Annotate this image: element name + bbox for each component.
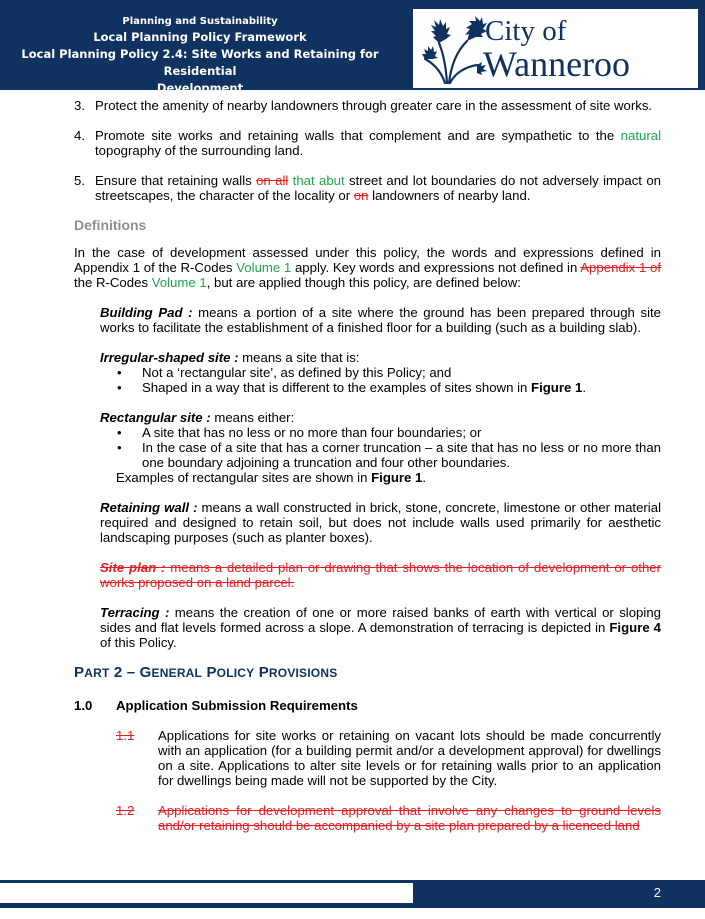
kangaroo-paw-logo-icon xyxy=(419,13,489,85)
section-heading xyxy=(74,698,661,713)
part-2-heading: PART 2 – GENERAL POLICY PROVISIONS xyxy=(74,664,338,681)
logo-text-wanneroo: Wanneroo xyxy=(483,44,631,84)
page-number: 2 xyxy=(653,885,661,900)
definition-terracing: Terracing : means the creation of one or more raised banks of earth with vertical or sloping sides and flat levels formed across a slope. A demonstration of terracing is depicted in Figure 4 of this Policy. xyxy=(100,605,662,650)
objective-item xyxy=(74,128,661,158)
objective-item xyxy=(74,173,661,203)
definition-term: Rectangular site : xyxy=(100,410,211,425)
inserted-text: that abut xyxy=(288,173,345,188)
list-item: • A site that has no less or no more than four boundaries; or xyxy=(100,425,661,440)
objective-item xyxy=(74,98,661,113)
deleted-text: Appendix 1 of xyxy=(580,260,662,275)
definition-term: Site plan : xyxy=(100,560,166,575)
rectangular-examples-note: Examples of rectangular sites are shown in Figure 1. xyxy=(116,470,427,485)
clause-text: Applications for development approval that involve any changes to ground levels and/or retaining should be accompanied by a site plan prepared by a licenced land xyxy=(158,803,661,833)
clause-number: 1.2 xyxy=(116,803,135,818)
definition-rectangular-site: Rectangular site : means either: • A site that has no less or no more than four boundaries; or • In the case of a site that has a corner truncation – a site that has no less or no more than one boundary adjoining a truncation and four other boundaries. Examples of rectangular sites are shown in Figure 1. xyxy=(100,410,661,485)
objective-number: 5. xyxy=(74,173,85,188)
header-policy-title-cont: Development xyxy=(156,81,244,95)
clause-item xyxy=(116,803,661,833)
definition-building-pad: Building Pad : means a portion of a site where the ground has been prepared through site works to facilitate the establishment of a finished floor for a building (such as a building slab). xyxy=(100,305,661,335)
definitions-intro: In the case of development assessed under this policy, the words and expressions defined in Appendix 1 of the R-Codes Volume 1 apply. Key words and expressions not defined in Appendix 1 of the R-Codes Volume 1, but are applied though this policy, are defined below: xyxy=(74,245,662,290)
definition-term: Retaining wall : xyxy=(100,500,198,515)
list-item: • In the case of a site that has a corner truncation – a site that has no less or no more than one boundary adjoining a truncation and four other boundaries. xyxy=(100,440,661,470)
header-policy-title: Local Planning Policy 2.4: Site Works and Retaining for Residential xyxy=(21,47,379,78)
definition-irregular-site: Irregular-shaped site : means a site that is: • Not a ‘rectangular site’, as defined by this Policy; and • Shaped in a way that is different to the examples of sites shown in Figure 1. xyxy=(100,350,661,395)
footer-white-bar xyxy=(0,883,413,903)
deleted-text: on xyxy=(353,188,369,203)
section-title: Application Submission Requirements xyxy=(116,698,358,713)
objective-number: 3. xyxy=(74,98,85,113)
clause-text: Applications for site works or retaining on vacant lots should be made concurrently with an application (for a building permit and/or a development approval) for dwellings on a site. Applications to alter site levels or for retaining walls prior to an application for dwellings being made will not be supported by the City. xyxy=(158,728,661,788)
objective-text: Ensure that retaining walls on all that abut street and lot boundaries do not adversely impact on streetscapes, the character of the locality or on landowners of nearby land. xyxy=(95,173,661,203)
header-department: Planning and Sustainability xyxy=(122,16,278,27)
inserted-text: Volume 1 xyxy=(151,275,207,290)
logo-text-city-of: City of xyxy=(485,15,567,47)
definition-retaining-wall: Retaining wall : means a wall constructed in brick, stone, concrete, limestone or other material required and designed to retain soil, but does not include walls used primarily for aesthetic landscaping purposes (such as planter boxes). xyxy=(100,500,661,545)
clause-item xyxy=(116,728,661,788)
list-item: • Shaped in a way that is different to the examples of sites shown in Figure 1. xyxy=(100,380,661,395)
clause-number: 1.1 xyxy=(116,728,135,743)
objective-text: Promote site works and retaining walls that complement and are sympathetic to the natural topography of the surrounding land. xyxy=(95,128,661,158)
city-logo xyxy=(413,9,698,88)
definition-site-plan-deleted: Site plan : means a detailed plan or drawing that shows the location of development or other works proposed on a land parcel. xyxy=(100,560,661,590)
definitions-heading: Definitions xyxy=(74,217,147,233)
section-number: 1.0 xyxy=(74,698,93,713)
inserted-text: natural xyxy=(620,128,661,143)
page-header xyxy=(0,0,705,95)
inserted-text: Volume 1 xyxy=(236,260,292,275)
list-item: • Not a ‘rectangular site’, as defined by this Policy; and xyxy=(100,365,661,380)
header-title-block xyxy=(0,14,400,97)
document-body xyxy=(74,98,661,848)
deleted-text: on all xyxy=(256,173,289,188)
definition-term: Terracing : xyxy=(100,605,170,620)
definition-term: Building Pad : xyxy=(100,305,193,320)
bullet-list xyxy=(100,365,661,395)
bullet-list xyxy=(100,425,661,470)
definition-term: Irregular-shaped site : xyxy=(100,350,239,365)
header-framework: Local Planning Policy Framework xyxy=(93,30,307,44)
objective-text: Protect the amenity of nearby landowners through greater care in the assessment of site works. xyxy=(95,98,653,113)
objective-number: 4. xyxy=(74,128,85,143)
